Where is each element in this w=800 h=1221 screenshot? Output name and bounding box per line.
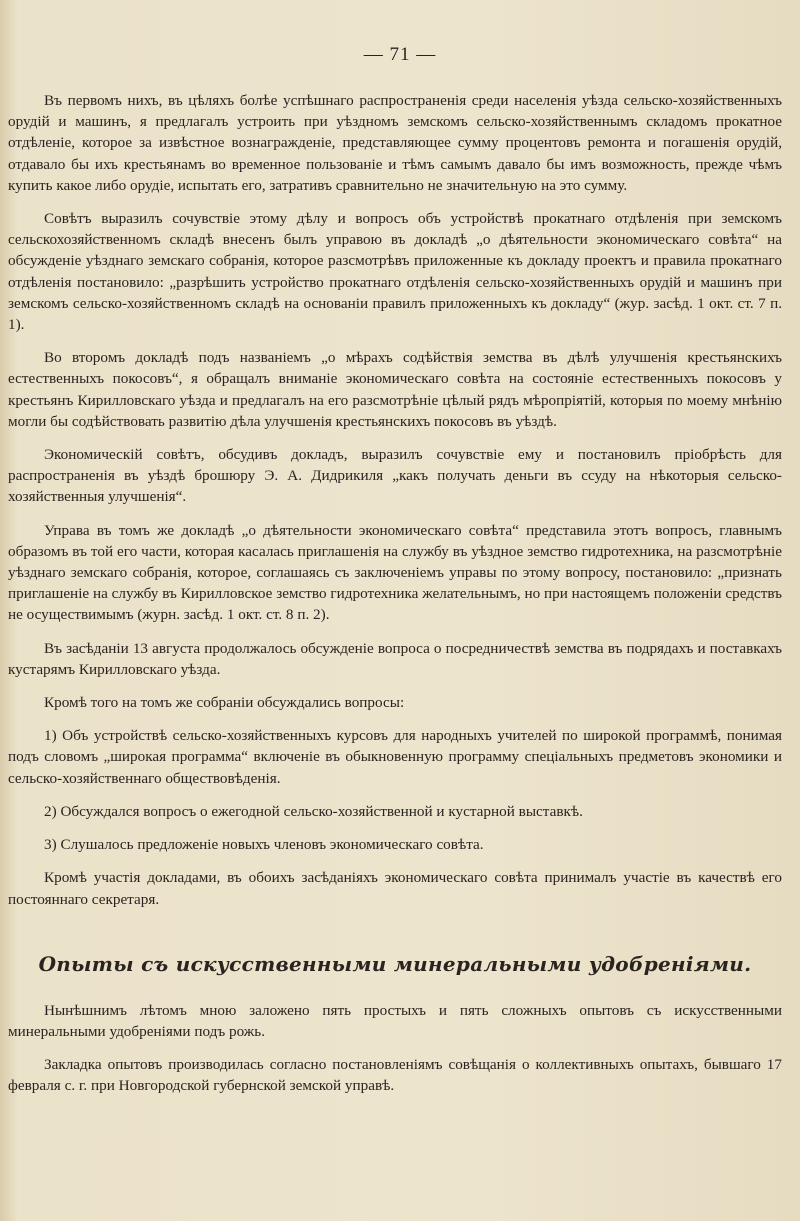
paragraph: Въ засѣданіи 13 августа продолжалось обсужденіе вопроса о посредничествѣ земства въ подрядахъ и поставкахъ кустарямъ Кирилловскаго уѣзда.: [8, 639, 782, 678]
paragraph: Въ первомъ нихъ, въ цѣляхъ болѣе успѣшнаго распространенія среди населенія уѣзда сельско-хозяйственныхъ орудій и машинъ, я предлагалъ устроить при уѣздномъ земскомъ сельско-хозяйственнымъ складомъ прокатное отдѣленіе, которое за извѣстное вознагражденіе, представляющее сумму процентовъ ремонта и погашенія орудій, отдавало бы ихъ крестьянамъ во временное пользованіе и тѣмъ самымъ давало бы имъ возможность, прежде чѣмъ купить какое либо орудіе, испытать его, затративъ сравнительно не значительную на это сумму.: [8, 92, 782, 194]
page-number: — 71 —: [363, 44, 437, 65]
list-item: 3) Слушалось предложеніе новыхъ членовъ экономическаго совѣта.: [44, 836, 484, 854]
paragraph: Совѣтъ выразилъ сочувствіе этому дѣлу и вопросъ объ устройствѣ прокатнаго отдѣленія при земскомъ сельскохозяйственномъ складѣ внесенъ былъ управою въ докладѣ „о дѣятельности экономическаго совѣта“ на обсужденіе уѣзднаго земскаго собранія, которое разсмотрѣвъ приложенные къ докладу проектъ и правила прокатнаго отдѣленія постановило: „разрѣшить устройство прокатнаго отдѣленія сельско-хозяйственныхъ орудій и машинъ при земскомъ сельско-хозяйственномъ складѣ на основаніи правилъ приложенныхъ къ докладу“ (жур. засѣд. 1 окт. ст. 7 п. 1).: [8, 210, 782, 334]
list-item: 2) Обсуждался вопросъ о ежегодной сельско-хозяйственной и кустарной выставкѣ.: [44, 802, 583, 820]
paragraph: Закладка опытовъ производилась согласно постановленіямъ совѣщанія о коллективныхъ опытахъ, бывшаго 17 февраля с. г. при Новгородской губернской земской управѣ.: [8, 1056, 782, 1095]
paragraph: Кромѣ того на томъ же собраніи обсуждались вопросы:: [44, 694, 405, 712]
paragraph: Управа въ томъ же докладѣ „о дѣятельности экономическаго совѣта“ представила этотъ вопросъ, главнымъ образомъ въ той его части, которая касалась приглашенія на службу въ уѣздное земство гидротехника, на разсмотрѣніе уѣзднаго земскаго собранія, которое, соглашаясь съ заключеніемъ управы по этому вопросу, постановило: „признать приглашеніе на службу въ Кирилловское земство гидротехника желательнымъ, но при настоящемъ положеніи средствъ не осуществимымъ (журн. засѣд. 1 окт. ст. 8 п. 2).: [8, 521, 782, 624]
section-heading: Опыты съ искусственными минеральными удобреніями.: [38, 951, 752, 976]
paragraph: Кромѣ участія докладами, въ обоихъ засѣданіяхъ экономическаго совѣта принималъ участіе въ качествѣ его постояннаго секретаря.: [8, 869, 782, 908]
paragraph: Нынѣшнимъ лѣтомъ мною заложено пять простыхъ и пять сложныхъ опытовъ съ искусственными минеральными удобреніями подъ рожь.: [8, 1001, 782, 1040]
paragraph: Экономическій совѣтъ, обсудивъ докладъ, выразилъ сочувствіе ему и постановилъ пріобрѣсть для распространенія въ уѣздѣ брошюру Э. А. Дидрикиля „какъ получать деньги въ ссуду на нѣкоторыя сельско-хозяйственныя улучшенія“.: [8, 446, 782, 506]
page-body: [8, 90, 782, 1109]
list-item: 1) Объ устройствѣ сельско-хозяйственныхъ курсовъ для народныхъ учителей по широкой программѣ, понимая подъ словомъ „широкая программа“ включеніе въ обыкновенную программу спеціальныхъ предметовъ экономики и сельско-хозяйственнаго обществовѣденія.: [8, 727, 782, 787]
paragraph: Во второмъ докладѣ подъ названіемъ „о мѣрахъ содѣйствія земства въ дѣлѣ улучшенія крестьянскихъ естественныхъ покосовъ“, я обращалъ вниманіе экономическаго совѣта на состояніе естественныхъ покосовъ у крестьянъ Кирилловскаго уѣзда и предлагалъ на его разсмотрѣніе цѣлый рядъ мѣропріятій, которыя по моему мнѣнію могли бы содѣйствовать развитію дѣла улучшенія крестьянскихъ покосовъ въ уѣздѣ.: [8, 349, 782, 430]
